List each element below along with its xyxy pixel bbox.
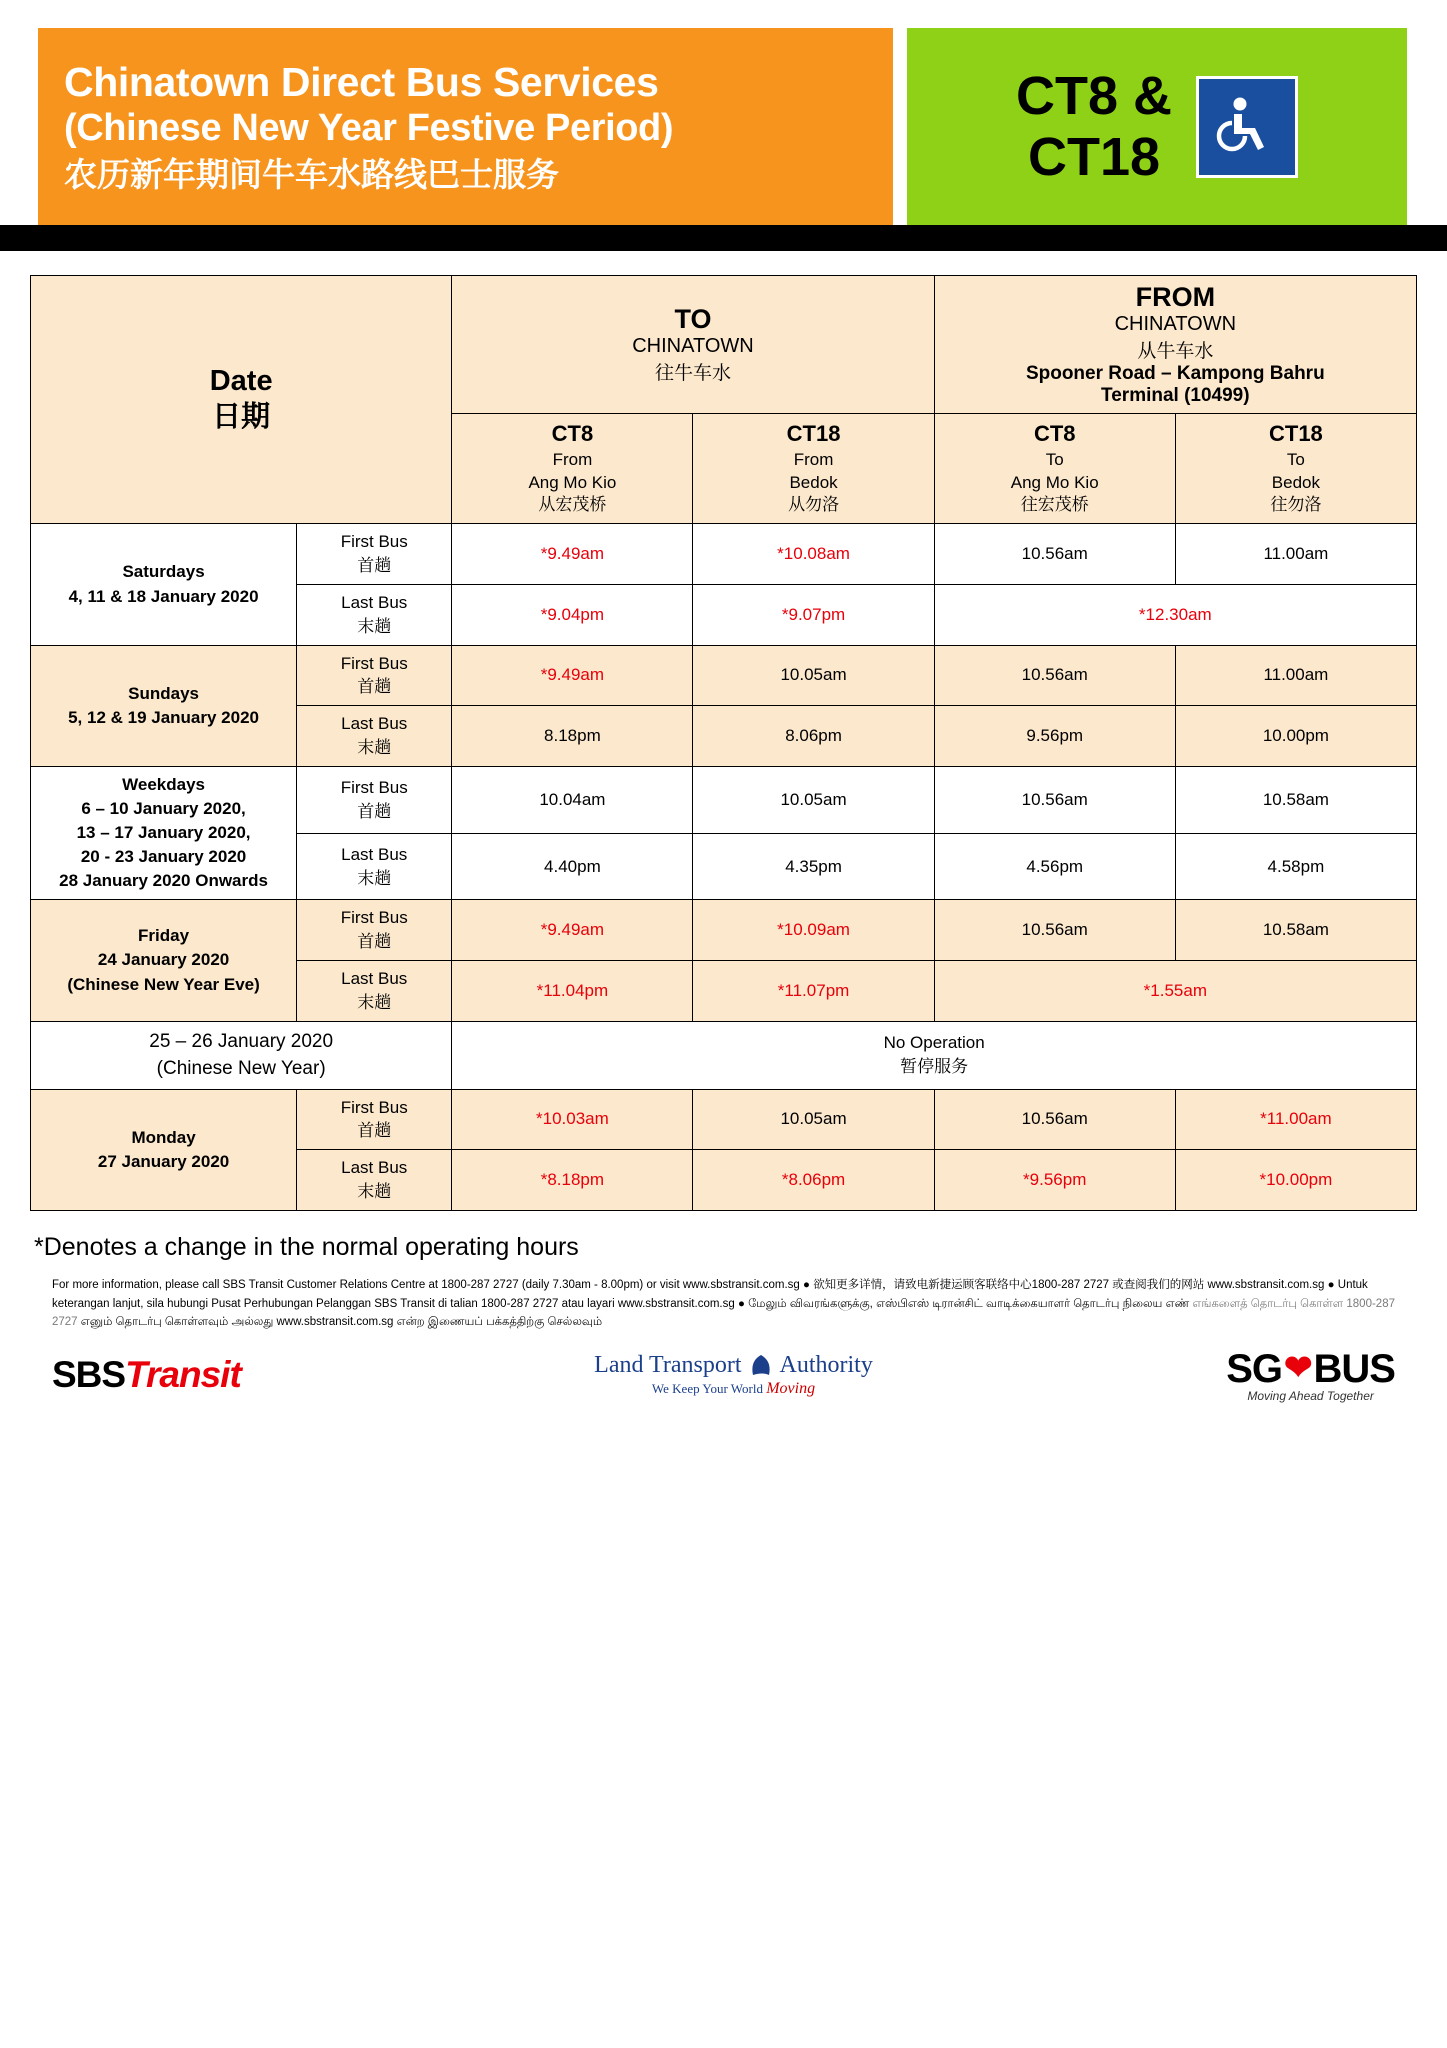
time-cell: 8.06pm [693, 706, 934, 767]
first-bus-zh: 首趟 [357, 801, 392, 821]
time-cell-merged: *1.55am [934, 961, 1416, 1022]
first-bus-en: First Bus [340, 908, 408, 928]
col-code: CT18 [786, 421, 841, 446]
footer-line-zh: 欲知更多详情，请致电新捷运顾客联络中心1800-287 2727 或查阅我们的网站 www.sbstransit.com.sg [813, 1278, 1325, 1291]
to-chinatown-label: CHINATOWN [632, 335, 754, 357]
to-chinatown-header [452, 276, 934, 414]
first-bus-en: First Bus [340, 1097, 408, 1117]
footer-line-ta: எஸ்பிஎஸ் டிரான்சிட் வாடிக்கையாளர் தொடர்பு நிலைய எண் [876, 1297, 1190, 1310]
first-bus-zh: 首趟 [357, 677, 392, 697]
date-line: Sundays [128, 683, 199, 703]
from-chinatown-header [934, 276, 1416, 414]
time-cell: 4.56pm [934, 833, 1175, 900]
date-line: 27 January 2020 [97, 1151, 230, 1171]
from-chinatown-label: CHINATOWN [1114, 313, 1237, 335]
time-cell: *9.49am [452, 900, 693, 961]
date-header-cell [31, 276, 452, 524]
table-row [31, 766, 1417, 833]
date-line: Saturdays [122, 562, 205, 582]
sgbus-logo-main [1226, 1348, 1395, 1390]
time-cell: 10.04am [452, 766, 693, 833]
col-dir: To [1286, 449, 1305, 469]
time-cell: *10.08am [693, 524, 934, 585]
title-chinese: 农历新年期间牛车水路线巴士服务 [64, 155, 559, 193]
last-bus-label [297, 585, 452, 646]
time-cell: 10.56am [934, 645, 1175, 706]
route-code-line2: CT18 [1027, 126, 1161, 187]
sbs-transit-logo [52, 1354, 241, 1396]
table-row [31, 524, 1417, 585]
date-line: 20 - 23 January 2020 [80, 847, 247, 867]
time-cell: 10.56am [934, 1089, 1175, 1150]
header-title-block [38, 28, 893, 225]
date-line: 5, 12 & 19 January 2020 [68, 707, 260, 727]
date-line: Friday [138, 926, 190, 946]
table-row-no-operation [31, 1021, 1417, 1089]
lta-land-transport-text: Land Transport [594, 1352, 742, 1379]
col-dir: From [552, 449, 593, 469]
time-cell: *10.00pm [1175, 1150, 1416, 1211]
time-cell: *10.09am [693, 900, 934, 961]
date-cell-monday [31, 1089, 297, 1210]
to-label: TO [674, 304, 712, 334]
date-line: 4, 11 & 18 January 2020 [68, 586, 259, 606]
first-bus-en: First Bus [340, 653, 408, 673]
col-place: Ang Mo Kio [528, 472, 617, 492]
last-bus-en: Last Bus [341, 969, 408, 988]
time-cell: 10.58am [1175, 766, 1416, 833]
sbs-logo-text: SBS [52, 1354, 126, 1396]
first-bus-label [297, 1089, 452, 1150]
lta-tagline-text: We Keep Your World [651, 1380, 763, 1396]
time-cell: 10.56am [934, 900, 1175, 961]
title-english-sub: (Chinese New Year Festive Period) [64, 107, 674, 150]
lta-tagline [594, 1380, 873, 1398]
time-cell: *8.06pm [693, 1150, 934, 1211]
bullet-separator: ● [1327, 1278, 1338, 1291]
col-code: CT18 [1269, 421, 1323, 446]
time-cell: *9.56pm [934, 1150, 1175, 1211]
time-cell: 11.00am [1175, 645, 1416, 706]
last-bus-en: Last Bus [341, 714, 408, 734]
time-cell: *11.04pm [452, 961, 693, 1022]
last-bus-label [297, 1150, 452, 1211]
date-line: 28 January 2020 Onwards [59, 871, 268, 891]
route-codes [1016, 66, 1172, 187]
time-cell: 4.35pm [693, 833, 934, 900]
time-cell: *10.03am [452, 1089, 693, 1150]
black-divider-bar [0, 225, 1447, 251]
footer-line-ta-end: எனும் தொடர்பு கொள்ளவும் அல்லது www.sbstransit.com.sg என்ற இணையப் பக்கத்திற்கு செல்லவும் [80, 1316, 603, 1329]
col-place: Bedok [789, 472, 838, 492]
date-line: 25 – 26 January 2020 [149, 1030, 334, 1052]
heart-icon: ❤ [1284, 1348, 1312, 1387]
col-place: Bedok [1271, 472, 1320, 492]
col-place: Ang Mo Kio [1010, 472, 1099, 492]
column-header-ct8-from-amk [452, 414, 693, 524]
first-bus-label [297, 524, 452, 585]
date-cell-weekdays [31, 766, 297, 900]
date-line: 6 – 10 January 2020, [81, 798, 246, 818]
sgbus-logo [1226, 1348, 1395, 1403]
last-bus-zh: 末趟 [357, 992, 392, 1012]
from-chinatown-label-zh: 从牛车水 [1137, 341, 1214, 362]
col-dir: From [793, 449, 834, 469]
wheelchair-accessible-icon [1196, 76, 1298, 178]
lta-logo-main [594, 1352, 873, 1380]
sgbus-bus-text: BUS [1313, 1346, 1395, 1391]
from-terminal-line2: Terminal (10499) [1101, 385, 1250, 406]
time-cell: *9.07pm [693, 585, 934, 646]
lta-tagline-moving: Moving [766, 1379, 816, 1397]
from-terminal-line1: Spooner Road – Kampong Bahru [1025, 363, 1325, 384]
date-cell-friday-cny-eve [31, 900, 297, 1021]
route-code-line1: CT8 & [1015, 66, 1172, 127]
first-bus-zh: 首趟 [357, 1121, 392, 1141]
col-place-zh: 往宏茂桥 [1020, 495, 1089, 515]
bullet-separator: ● [737, 1297, 749, 1310]
last-bus-en: Last Bus [341, 1158, 408, 1178]
footer-line-ms: Untuk keterangan lanjut, sila hubungi Pusat Perhubungan Pelanggan SBS Transit di talian 1800-287 2727 atau layari www.sbstransit.com.sg [52, 1278, 1368, 1310]
first-bus-label [297, 645, 452, 706]
footnote-denotes: *Denotes a change in the normal operating hours [34, 1232, 579, 1261]
lta-emblem-icon [748, 1353, 774, 1379]
first-bus-label [297, 900, 452, 961]
last-bus-zh: 末趟 [357, 616, 392, 636]
schedule-table-wrap [0, 251, 1447, 1211]
no-operation-zh: 暂停服务 [900, 1057, 969, 1077]
time-cell: 10.05am [693, 645, 934, 706]
lta-logo [594, 1352, 873, 1398]
date-header-en: Date [209, 365, 273, 398]
time-cell: 10.56am [934, 766, 1175, 833]
last-bus-label [297, 961, 452, 1022]
date-line: Monday [131, 1127, 196, 1147]
first-bus-zh: 首趟 [357, 556, 392, 576]
time-cell: 9.56pm [934, 706, 1175, 767]
date-line: (Chinese New Year) [156, 1058, 326, 1080]
title-english: Chinatown Direct Bus Services [64, 59, 659, 106]
time-cell: *8.18pm [452, 1150, 693, 1211]
bullet-separator: ● [803, 1278, 814, 1291]
footer-logos [0, 1332, 1447, 1403]
time-cell: *9.49am [452, 645, 693, 706]
date-cell-cny [31, 1021, 452, 1089]
last-bus-zh: 末趟 [357, 737, 392, 757]
footer-line-ta-label: மேலும் விவரங்களுக்கு, [748, 1297, 873, 1310]
table-row [31, 1089, 1417, 1150]
first-bus-zh: 首趟 [357, 932, 392, 952]
time-cell: 10.00pm [1175, 706, 1416, 767]
last-bus-zh: 末趟 [357, 1182, 392, 1202]
time-cell: 8.18pm [452, 706, 693, 767]
footer-line-en: For more information, please call SBS Transit Customer Relations Centre at 1800-287 2727 (daily 7.30am - 8.00pm) or visit www.sbstransit.com.sg [52, 1278, 800, 1291]
column-header-ct8-to-amk [934, 414, 1175, 524]
sgbus-sg-text: SG [1226, 1346, 1283, 1391]
from-label: FROM [1135, 282, 1216, 312]
col-code: CT8 [551, 421, 594, 446]
time-cell: 4.58pm [1175, 833, 1416, 900]
last-bus-zh: 末趟 [357, 868, 392, 888]
col-place-zh: 从宏茂桥 [538, 495, 607, 515]
last-bus-en: Last Bus [341, 844, 408, 864]
date-line: 13 – 17 January 2020, [76, 823, 251, 843]
lta-authority-text: Authority [779, 1352, 873, 1379]
table-row [31, 900, 1417, 961]
first-bus-en: First Bus [340, 532, 408, 552]
last-bus-label [297, 706, 452, 767]
to-chinatown-label-zh: 往牛车水 [654, 363, 731, 384]
col-place-zh: 往勿洛 [1270, 495, 1322, 515]
no-operation-cell [452, 1021, 1417, 1089]
poster-header [0, 0, 1447, 225]
table-header-row-1 [31, 276, 1417, 414]
header-route-block [907, 28, 1407, 225]
time-cell: *9.49am [452, 524, 693, 585]
date-line: Weekdays [122, 774, 205, 794]
time-cell-merged: *12.30am [934, 585, 1416, 646]
time-cell: 10.05am [693, 766, 934, 833]
footer-contact-text [0, 1262, 1447, 1332]
date-header-zh: 日期 [212, 400, 271, 433]
first-bus-label [297, 766, 452, 833]
table-row [31, 645, 1417, 706]
time-cell: 11.00am [1175, 524, 1416, 585]
footer-line-ta-number: எங்களைத் தொடர்பு கொள்ள 1800-287 2727 [52, 1297, 1395, 1329]
date-cell-saturdays [31, 524, 297, 645]
date-line: (Chinese New Year Eve) [67, 974, 260, 994]
time-cell: 10.56am [934, 524, 1175, 585]
no-operation-en: No Operation [883, 1033, 985, 1053]
column-header-ct18-to-bedok [1175, 414, 1416, 524]
schedule-table [30, 275, 1417, 1211]
time-cell: *11.00am [1175, 1089, 1416, 1150]
time-cell: *9.04pm [452, 585, 693, 646]
transit-logo-text: Transit [125, 1354, 241, 1396]
col-place-zh: 从勿洛 [788, 495, 840, 515]
last-bus-label [297, 833, 452, 900]
last-bus-en: Last Bus [341, 593, 408, 612]
time-cell: 10.05am [693, 1089, 934, 1150]
date-line: 24 January 2020 [97, 950, 230, 970]
time-cell: 4.40pm [452, 833, 693, 900]
time-cell: *11.07pm [693, 961, 934, 1022]
date-cell-sundays [31, 645, 297, 766]
sgbus-tagline: Moving Ahead Together [1247, 1388, 1374, 1403]
col-code: CT8 [1033, 421, 1076, 446]
time-cell: 10.58am [1175, 900, 1416, 961]
column-header-ct18-from-bedok [693, 414, 934, 524]
col-dir: To [1045, 449, 1064, 469]
first-bus-en: First Bus [340, 777, 408, 797]
